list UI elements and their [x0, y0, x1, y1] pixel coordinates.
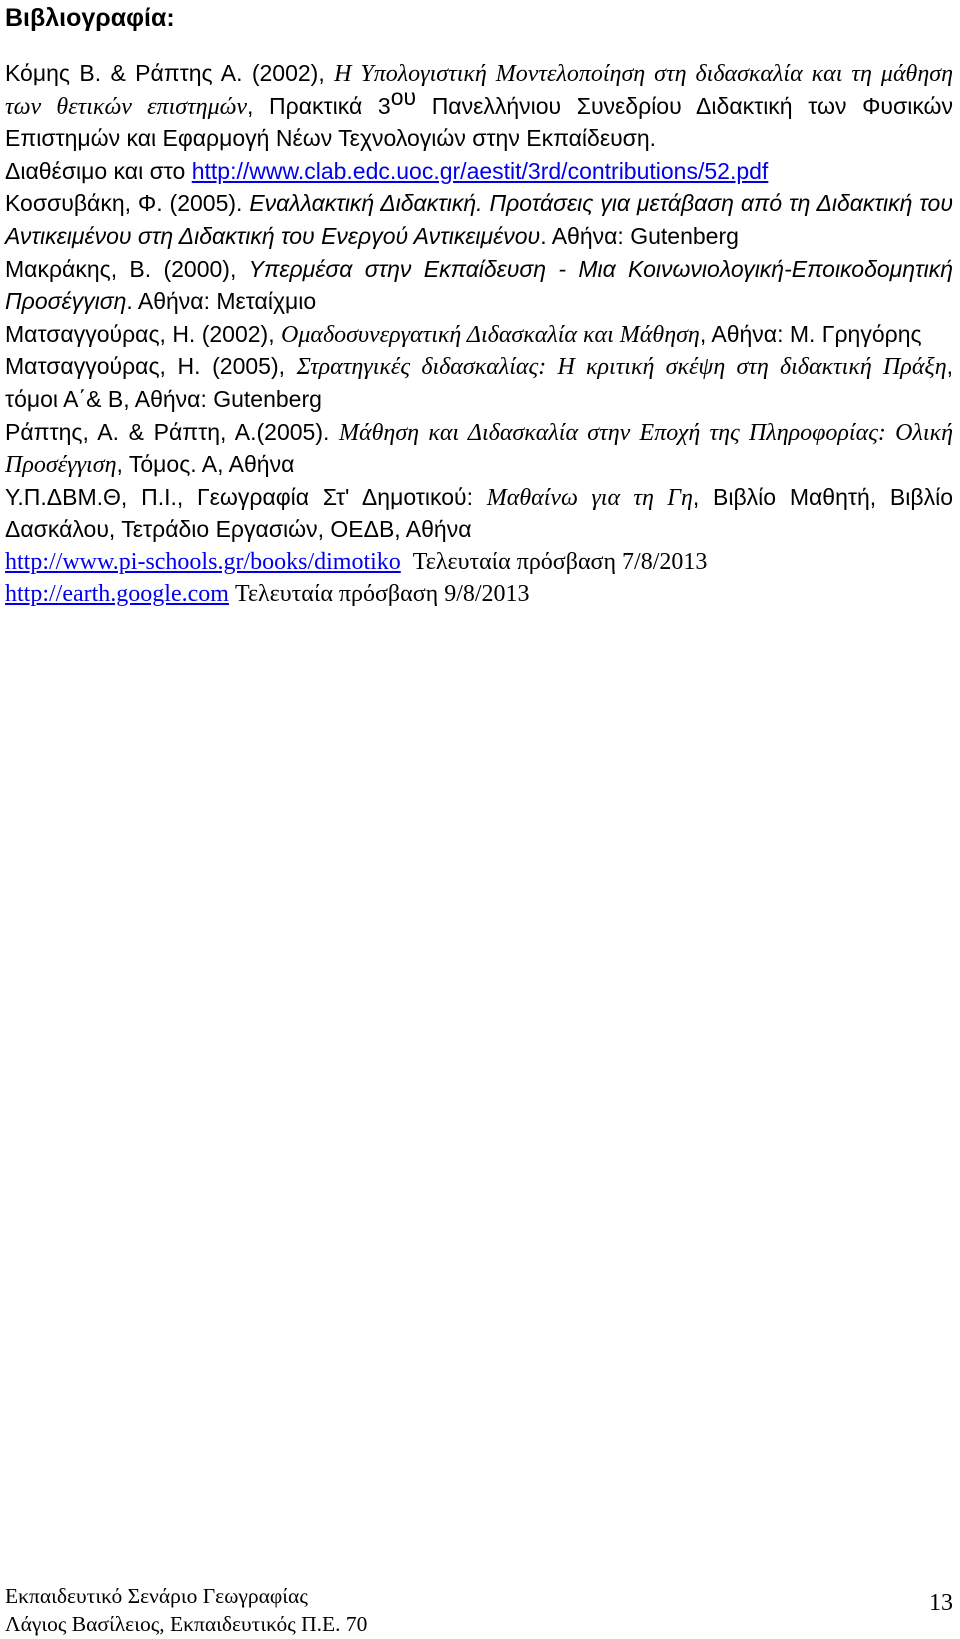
reference-link[interactable]: http://www.clab.edc.uoc.gr/aestit/3rd/contributions/52.pdf — [191, 157, 769, 184]
reference-link[interactable]: http://earth.google.com — [5, 580, 229, 607]
reference-details: Πανελλήνιου Συνεδρίου Διδακτική των Φυσικών Επιστημών και Εφαρμογή Νέων Τεχνολογιών στην Εκπαίδευση. — [5, 92, 953, 152]
reference-title: Μάθηση και Διδασκαλία στην Εποχή της Πληροφορίας: Ολική Προσέγγιση — [5, 419, 953, 479]
access-date: Τελευταία πρόσβαση 7/8/2013 — [400, 548, 708, 575]
footer-scenario-title: Εκπαιδευτικό Σενάριο Γεωγραφίας — [5, 1584, 308, 1608]
reference-authors: Ματσαγγούρας, Η. (2002), — [5, 320, 281, 347]
reference-item — [5, 254, 953, 319]
bibliography-heading: Βιβλιογραφία: — [5, 4, 175, 32]
page-number: 13 — [929, 1590, 953, 1616]
page-footer — [5, 1582, 953, 1638]
reference-title: Στρατηγικές διδασκαλίας: Η κριτική σκέψη στη διδακτική Πράξη — [296, 354, 947, 381]
reference-item — [5, 319, 953, 352]
reference-item — [5, 188, 953, 253]
reference-authors: Κοσσυβάκη, Φ. (2005). — [5, 190, 250, 217]
superscript: ου — [390, 83, 417, 110]
reference-details: , Βιβλίο Μαθητή, Βιβλίο Δασκάλου, Τετράδιο Εργασιών, ΟΕΔΒ, Αθήνα — [5, 483, 953, 543]
reference-details: , τόμοι Α΄& Β, Αθήνα: Gutenberg — [5, 353, 954, 412]
reference-title: Υπερμέσα στην Εκπαίδευση - Μια Κοινωνιολογική-Εποικοδομητική Προσέγγιση — [5, 255, 953, 315]
reference-authors: Κόμης Β. & Ράπτης Α. (2002), — [5, 60, 335, 86]
reference-link[interactable]: http://www.pi-schools.gr/books/dimotiko — [5, 548, 401, 575]
reference-details: , Αθήνα: Μ. Γρηγόρης — [699, 320, 922, 347]
reference-details: , Τόμος. Α, Αθήνα — [116, 451, 295, 478]
reference-authors: Ράπτης, Α. & Ράπτη, Α.(2005). — [5, 418, 340, 445]
reference-item — [5, 58, 953, 188]
reference-details: . Αθήνα: Μεταίχμιο — [126, 288, 317, 315]
reference-details: . Αθήνα: Gutenberg — [540, 222, 739, 249]
reference-item — [5, 579, 953, 611]
reference-title: Ομαδοσυνεργατική Διδασκαλία και Μάθηση — [280, 321, 700, 348]
reference-title: Η Υπολογιστική Μοντελοποίηση στη διδασκαλία και τη μάθηση των θετικών επιστημών — [5, 61, 953, 120]
reference-item — [5, 482, 953, 547]
reference-authors: Ματσαγγούρας, Η. (2005), — [5, 353, 297, 380]
reference-authors: Υ.Π.ΔΒΜ.Θ, Π.Ι., Γεωγραφία Στ' Δημοτικού: — [5, 483, 487, 510]
reference-item — [5, 547, 953, 579]
availability-text: Διαθέσιμο και στο — [5, 157, 192, 184]
reference-list — [5, 58, 953, 610]
access-date: Τελευταία πρόσβαση 9/8/2013 — [228, 580, 530, 607]
footer-author: Λάγιος Βασίλειος, Εκπαιδευτικός Π.Ε. 70 — [5, 1612, 368, 1636]
reference-item — [5, 351, 953, 416]
reference-authors: Μακράκης, Β. (2000), — [5, 255, 249, 282]
reference-item — [5, 417, 953, 482]
reference-title: Εναλλακτική Διδακτική. Προτάσεις για μετάβαση από τη Διδακτική του Αντικειμένου στη Διδακτική του Ενεργού Αντικειμένου — [5, 190, 953, 249]
reference-details: , Πρακτικά 3 — [247, 92, 391, 119]
reference-title: Μαθαίνω για τη Γη — [486, 484, 693, 511]
